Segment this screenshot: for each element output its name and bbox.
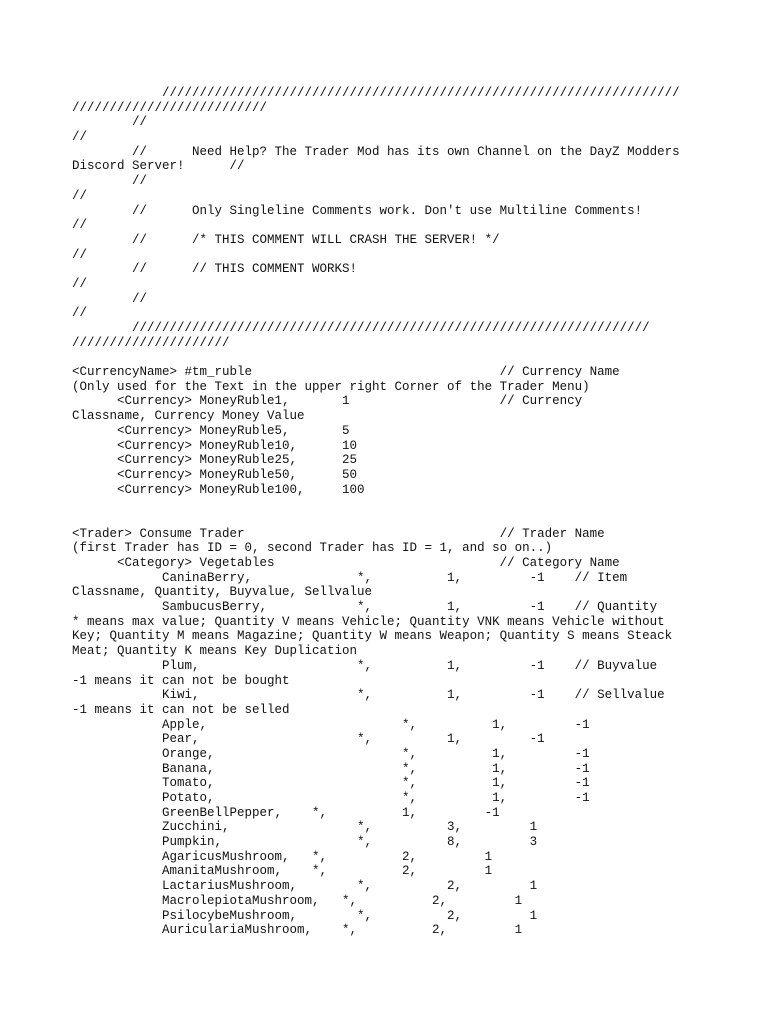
- text-line: Potato, *, 1, -1: [72, 791, 590, 805]
- text-line: <Currency> MoneyRuble50, 50: [72, 467, 358, 482]
- text-line: // Need Help? The Trader Mod has its own Channel on the DayZ Modders: [72, 144, 680, 159]
- text-line: -1 means it can not be bought: [72, 673, 290, 688]
- text-line: Pumpkin, *, 8, 3: [72, 835, 538, 850]
- text-line: // // THIS COMMENT WORKS!: [72, 262, 358, 277]
- text-line: Classname, Quantity, Buyvalue, Sellvalue: [72, 585, 373, 600]
- text-line: -1 means it can not be selled: [72, 702, 290, 717]
- text-line: AuriculariaMushroom, *, 2, 1: [72, 923, 523, 938]
- text-line: [72, 350, 722, 365]
- text-line: //: [72, 130, 88, 145]
- text-line: // /* THIS COMMENT WILL CRASH THE SERVER! */: [72, 232, 500, 247]
- text-line: Meat; Quantity K means Key Duplication: [72, 644, 358, 659]
- text-line: Banana, *, 1, -1: [72, 761, 590, 776]
- text-line: Apple, *, 1, -1: [72, 717, 590, 732]
- text-line: Pear, *, 1, -1: [72, 732, 545, 747]
- text-line: //: [72, 276, 88, 291]
- text-line: Plum, *, 1, -1 // Buyvalue: [72, 658, 658, 673]
- text-line: Discord Server! //: [72, 159, 245, 174]
- text-line: <Currency> MoneyRuble5, 5: [72, 423, 350, 438]
- text-line: LactariusMushroom, *, 2, 1: [72, 879, 538, 894]
- text-line: Tomato, *, 1, -1: [72, 776, 590, 791]
- text-line: <Currency> MoneyRuble10, 10: [72, 438, 358, 453]
- text-line: Key; Quantity M means Magazine; Quantity W means Weapon; Quantity S means Steack: [72, 629, 673, 644]
- text-line: [72, 497, 722, 512]
- text-line: Orange, *, 1, -1: [72, 746, 590, 761]
- text-line: * means max value; Quantity V means Vehicle; Quantity VNK means Vehicle without: [72, 614, 665, 629]
- text-line: <CurrencyName> #tm_ruble // Currency Name: [72, 365, 620, 380]
- text-line: <Category> Vegetables // Category Name: [72, 556, 620, 570]
- text-line: //////////////////////////: [72, 100, 268, 115]
- text-line: AgaricusMushroom, *, 2, 1: [72, 849, 493, 864]
- text-line: // Only Singleline Comments work. Don't use Multiline Comments!: [72, 203, 643, 218]
- text-line: <Currency> MoneyRuble1, 1 // Currency: [72, 394, 583, 409]
- text-line: (Only used for the Text in the upper right Corner of the Trader Menu): [72, 379, 590, 394]
- text-line: Zucchini, *, 3, 1: [72, 820, 538, 835]
- text-line: Kiwi, *, 1, -1 // Sellvalue: [72, 688, 665, 703]
- text-line: (first Trader has ID = 0, second Trader has ID = 1, and so on..): [72, 541, 553, 556]
- text-line: //: [72, 291, 148, 306]
- text-line: PsilocybeMushroom, *, 2, 1: [72, 908, 538, 923]
- text-line: MacrolepiotaMushroom, *, 2, 1: [72, 893, 523, 908]
- text-line: SambucusBerry, *, 1, -1 // Quantity: [72, 600, 658, 615]
- config-text-block: [72, 86, 722, 938]
- text-line: [72, 512, 722, 527]
- text-line: Classname, Currency Money Value: [72, 409, 305, 424]
- text-line: /////////////////////////////////////////////////////////////////////: [72, 86, 680, 100]
- text-line: AmanitaMushroom, *, 2, 1: [72, 864, 493, 879]
- text-line: //: [72, 306, 88, 321]
- text-line: /////////////////////////////////////////////////////////////////////: [72, 321, 650, 335]
- text-line: /////////////////////: [72, 335, 230, 350]
- text-line: <Currency> MoneyRuble100, 100: [72, 482, 365, 497]
- text-line: //: [72, 188, 88, 203]
- text-line: //: [72, 247, 88, 262]
- text-line: <Trader> Consume Trader // Trader Name: [72, 526, 605, 541]
- text-line: //: [72, 115, 148, 130]
- text-line: GreenBellPepper, *, 1, -1: [72, 805, 500, 820]
- text-line: CaninaBerry, *, 1, -1 // Item: [72, 570, 628, 585]
- text-line: //: [72, 174, 148, 189]
- text-line: <Currency> MoneyRuble25, 25: [72, 453, 358, 468]
- text-line: //: [72, 218, 88, 233]
